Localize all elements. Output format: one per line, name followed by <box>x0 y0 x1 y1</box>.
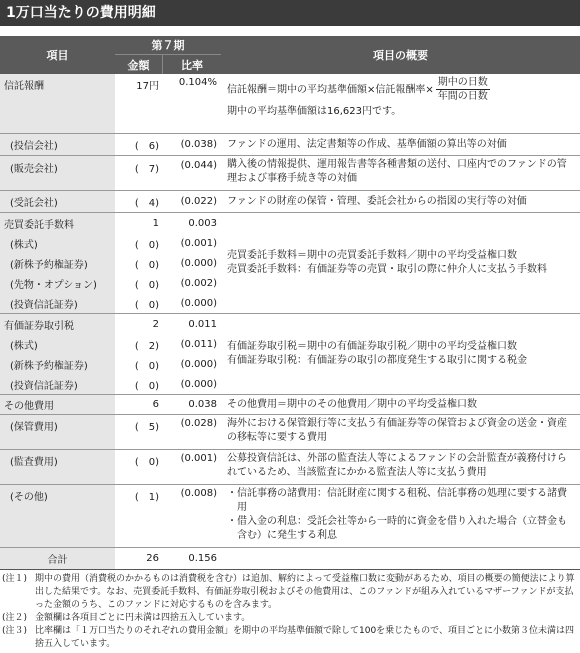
sub-desc: ファンドの運用、法定書類等の作成、基準価額の算出等の対価 <box>227 138 507 150</box>
sub-label: (販売会社) <box>0 156 115 190</box>
sub-amount: ( 2) <box>134 340 159 352</box>
sub-desc: 海外における保管銀行等に支払う有価証券等の保管および資金の送金・資産の移転等に要する費用 <box>227 418 567 443</box>
sub-amount: ( 6) <box>134 141 159 152</box>
total-amount: 26 <box>146 553 159 564</box>
trading-fee-label: 売買委託手数料 <box>0 213 115 233</box>
sub-amount: ( 0) <box>134 279 159 291</box>
total-row <box>0 548 580 570</box>
sub-amount: ( 7) <box>134 164 159 175</box>
table-row <box>0 374 221 394</box>
sub-rate: (0.028) <box>180 418 217 429</box>
footnote: (注１) 期中の費用（消費税のかかるものは消費税を含む）は追加、解約によって受益権口数に変動があるため、項目の概要の簡便法により算出した結果です。なお、売買委託手数料、有価証券取引税およびその他費用は、このファンドが組み入れているマザーファンドが支払った金額のうち、このファンドに対応するものを含みます。 <box>2 574 575 610</box>
footnote: (注３) 比率欄は「１万口当たりのそれぞれの費用金額」を期中の平均基準価額で除して100を乗じたもので、項目ごとに小数第３位未満は四捨五入しています。 <box>2 626 575 649</box>
header-item: 項目 <box>46 49 69 62</box>
sub-rate: (0.002) <box>180 277 217 289</box>
table-row <box>0 233 221 253</box>
sub-amount: ( 0) <box>134 457 159 468</box>
securities-tax-section <box>0 314 580 395</box>
header-period: 第７期 <box>115 36 221 55</box>
sub-label: (新株予約権証券) <box>0 253 115 273</box>
header-overview: 項目の概要 <box>373 49 428 62</box>
trust-fee-section <box>0 74 580 134</box>
other-fee-desc: その他費用＝期中のその他費用／期中の平均受益権口数 <box>227 398 477 410</box>
trust-fee-amount: 17円 <box>136 81 159 92</box>
trust-fee-desc <box>221 74 580 133</box>
sub-rate: (0.044) <box>180 160 217 171</box>
sub-amount: ( 4) <box>134 198 159 209</box>
other-fee-amount: 6 <box>152 399 159 410</box>
sub-amount: ( 0) <box>134 360 159 372</box>
sub-rate: (0.008) <box>180 488 217 499</box>
sub-rate: (0.038) <box>180 139 217 150</box>
header-amount: 金額 <box>115 55 163 74</box>
total-label: 合計 <box>0 548 115 569</box>
trust-sub-trustee <box>0 191 580 213</box>
sub-label: (株式) <box>0 233 115 253</box>
other-fee-section <box>0 395 580 415</box>
sub-amount: ( 5) <box>134 422 159 433</box>
sub-label: (投資信託証券) <box>0 293 115 313</box>
table-row <box>0 293 221 313</box>
securities-tax-label: 有価証券取引税 <box>0 314 115 334</box>
sub-label: (受託会社) <box>0 191 115 212</box>
sub-rate: (0.000) <box>180 297 217 309</box>
header-rate: 比率 <box>181 58 203 72</box>
sub-label: (先物・オプション) <box>0 273 115 293</box>
sub-desc: 購入後の情報提供、運用報告書等各種書類の送付、口座内でのファンドの管理および事務手続き等の対価 <box>227 159 567 184</box>
sub-amount: ( 1) <box>134 492 159 503</box>
sub-rate: (0.001) <box>180 237 217 249</box>
sub-rate: (0.000) <box>180 257 217 269</box>
sub-desc: 公募投資信託は、外部の監査法人等によるファンドの会計監査が義務付けられているため、当該監査にかかる監査法人等に支払う費用 <box>227 453 567 478</box>
other-sub-custody <box>0 415 580 450</box>
sub-label: (投資信託証券) <box>0 374 115 394</box>
securities-tax-amount: 2 <box>152 318 159 330</box>
page-title: 1万口当たりの費用明細 <box>0 0 580 26</box>
trading-fee-rate: 0.003 <box>188 217 217 229</box>
total-rate: 0.156 <box>188 553 217 564</box>
other-fee-label: その他費用 <box>0 395 115 414</box>
securities-tax-desc <box>221 314 580 394</box>
trading-fee-section <box>0 213 580 314</box>
sub-amount: ( 0) <box>134 259 159 271</box>
sub-desc <box>221 485 580 547</box>
fraction: $\frac{\text{期中の日数}}{\text{年間の日数}}$ <box>437 77 488 102</box>
table-header <box>0 36 580 74</box>
sub-rate: (0.000) <box>180 358 217 370</box>
trading-fee-row <box>0 213 221 233</box>
trust-fee-avg-note: 期中の平均基準価額は16,623円です。 <box>227 106 402 117</box>
sub-amount: ( 0) <box>134 299 159 311</box>
securities-tax-row <box>0 314 221 334</box>
securities-tax-desc-line: 有価証券取引税＝期中の有価証券取引税／期中の平均受益権口数 <box>227 341 517 352</box>
list-item: ・ 借入金の利息：受託会社等から一時的に資金を借り入れた場合（立替金も含む）に発生する利息 <box>227 516 567 541</box>
table-row <box>0 253 221 273</box>
sub-rate: (0.001) <box>180 453 217 464</box>
total-desc <box>221 557 580 561</box>
trust-fee-label: 信託報酬 <box>0 74 115 133</box>
header-period-group <box>115 36 221 74</box>
securities-tax-desc-line: 有価証券取引税：有価証券の取引の都度発生する取引に関する税金 <box>227 355 527 366</box>
footnotes <box>0 573 580 651</box>
trust-sub-investment <box>0 134 580 156</box>
trading-fee-desc-line: 売買委託手数料＝期中の売買委託手数料／期中の平均受益権口数 <box>227 250 517 261</box>
sub-label: (株式) <box>0 334 115 354</box>
table-row <box>0 273 221 293</box>
footnote: (注２) 金額欄は各項目ごとに円未満は四捨五入しています。 <box>2 613 251 623</box>
sub-rate: (0.011) <box>180 338 217 350</box>
sub-label: (監査費用) <box>0 450 115 484</box>
table-row <box>0 334 221 354</box>
other-sub-audit <box>0 450 580 485</box>
trading-fee-amount: 1 <box>152 217 159 229</box>
sub-label: (その他) <box>0 485 115 547</box>
sub-label: (投信会社) <box>0 134 115 155</box>
sub-label: (新株予約権証券) <box>0 354 115 374</box>
other-fee-rate: 0.038 <box>188 399 217 410</box>
table-row <box>0 354 221 374</box>
sub-amount: ( 0) <box>134 239 159 251</box>
sub-rate: (0.022) <box>180 196 217 207</box>
trust-fee-formula: 信託報酬＝期中の平均基準価額×信託報酬率× $\frac{\text{期中の日数}}{\text{年間の日数}}$ <box>227 77 488 102</box>
trust-fee-rate: 0.104% <box>178 77 217 88</box>
sub-rate: (0.000) <box>180 378 217 390</box>
securities-tax-rate: 0.011 <box>188 318 217 330</box>
sub-amount: ( 0) <box>134 380 159 392</box>
cost-table <box>0 36 580 570</box>
sub-desc: ファンドの財産の保管・管理、委託会社からの指図の実行等の対価 <box>227 195 527 207</box>
list-item: ・ 信託事務の諸費用：信託財産に関する租税、信託事務の処理に要する諸費用 <box>227 488 567 513</box>
sub-label: (保管費用) <box>0 415 115 449</box>
trading-fee-desc <box>221 213 580 313</box>
trust-sub-distributor <box>0 156 580 191</box>
other-sub-misc <box>0 485 580 548</box>
trading-fee-desc-line: 売買委託手数料：有価証券等の売買・取引の際に仲介人に支払う手数料 <box>227 264 547 275</box>
